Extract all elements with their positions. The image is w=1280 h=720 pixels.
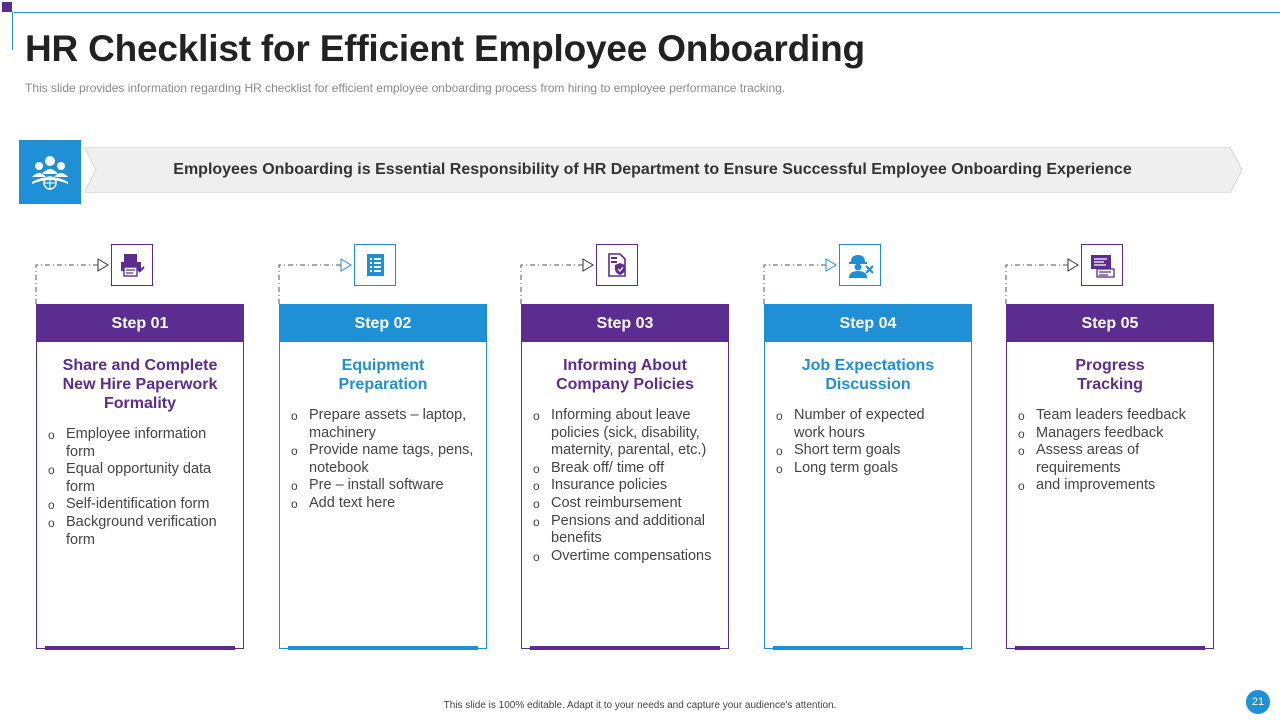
checklist-item: o Short term goals bbox=[773, 442, 965, 460]
card-bottom-bar bbox=[773, 646, 963, 650]
checklist-item: o Provide name tags, pens, notebook bbox=[288, 442, 480, 477]
checklist-item: o Assess areas of requirements bbox=[1015, 442, 1207, 477]
step-card-02 bbox=[279, 304, 487, 649]
step-title: Informing About Company Policies bbox=[556, 357, 694, 393]
checklist-item: o Cost reimbursement bbox=[530, 495, 722, 513]
step-title: Progress Tracking bbox=[1075, 357, 1145, 393]
step-card-01 bbox=[36, 304, 244, 649]
checklist-item: o Prepare assets – laptop, machinery bbox=[288, 407, 480, 442]
page-number: 21 bbox=[1246, 690, 1270, 714]
checklist-item: o and improvements bbox=[1015, 477, 1207, 495]
card-bottom-bar bbox=[45, 646, 235, 650]
worker-tools-icon bbox=[839, 244, 881, 286]
step-title: Share and Complete New Hire Paperwork Formality bbox=[62, 357, 218, 412]
step-header: Step 03 bbox=[522, 305, 728, 342]
step-checklist bbox=[45, 426, 237, 549]
banner-text: Employees Onboarding is Essential Responsibility of HR Department to Ensure Successful Employee Onboarding Experience bbox=[173, 161, 1132, 178]
checklist-item: o Informing about leave policies (sick, disability, maternity, parental, etc.) bbox=[530, 407, 722, 460]
step-checklist bbox=[288, 407, 480, 513]
checklist-item: o Number of expected work hours bbox=[773, 407, 965, 442]
step-header: Step 05 bbox=[1007, 305, 1213, 342]
step-checklist bbox=[773, 407, 965, 477]
checklist-item: o Overtime compensations bbox=[530, 548, 722, 566]
card-bottom-bar bbox=[288, 646, 478, 650]
checklist-item: o Equal opportunity data form bbox=[45, 461, 237, 496]
checklist-item: o Team leaders feedback bbox=[1015, 407, 1207, 425]
paperwork-printer-icon bbox=[111, 244, 153, 286]
step-card-04 bbox=[764, 304, 972, 649]
card-bottom-bar bbox=[1015, 646, 1205, 650]
checklist-item: o Add text here bbox=[288, 495, 480, 513]
step-card-03 bbox=[521, 304, 729, 649]
checklist-item: o Background verification form bbox=[45, 514, 237, 549]
progress-report-icon bbox=[1081, 244, 1123, 286]
checklist-item: o Managers feedback bbox=[1015, 425, 1207, 443]
checklist-item: o Long term goals bbox=[773, 460, 965, 478]
corner-accent bbox=[2, 2, 12, 12]
footer-note: This slide is 100% editable. Adapt it to your needs and capture your audience's attention. bbox=[443, 700, 837, 711]
step-header: Step 01 bbox=[37, 305, 243, 342]
step-title: Equipment Preparation bbox=[338, 357, 428, 393]
checklist-item: o Pensions and additional benefits bbox=[530, 513, 722, 548]
top-rule bbox=[14, 12, 1280, 13]
page-subtitle: This slide provides information regarding HR checklist for efficient employee onboarding process from hiring to employee performance tracking. bbox=[25, 81, 786, 95]
checklist-item: o Pre – install software bbox=[288, 477, 480, 495]
step-title: Job Expectations Discussion bbox=[801, 357, 935, 393]
left-rule bbox=[12, 12, 13, 50]
step-checklist bbox=[530, 407, 722, 565]
step-header: Step 04 bbox=[765, 305, 971, 342]
step-card-05 bbox=[1006, 304, 1214, 649]
step-checklist bbox=[1015, 407, 1207, 495]
checklist-item: o Self-identification form bbox=[45, 496, 237, 514]
team-group-icon bbox=[19, 140, 81, 204]
page-title: HR Checklist for Efficient Employee Onboarding bbox=[25, 28, 865, 69]
step-header: Step 02 bbox=[280, 305, 486, 342]
checklist-item: o Insurance policies bbox=[530, 477, 722, 495]
card-bottom-bar bbox=[530, 646, 720, 650]
checklist-item: o Break off/ time off bbox=[530, 460, 722, 478]
checklist-item: o Employee information form bbox=[45, 426, 237, 461]
policy-shield-document-icon bbox=[596, 244, 638, 286]
checklist-document-icon bbox=[354, 244, 396, 286]
